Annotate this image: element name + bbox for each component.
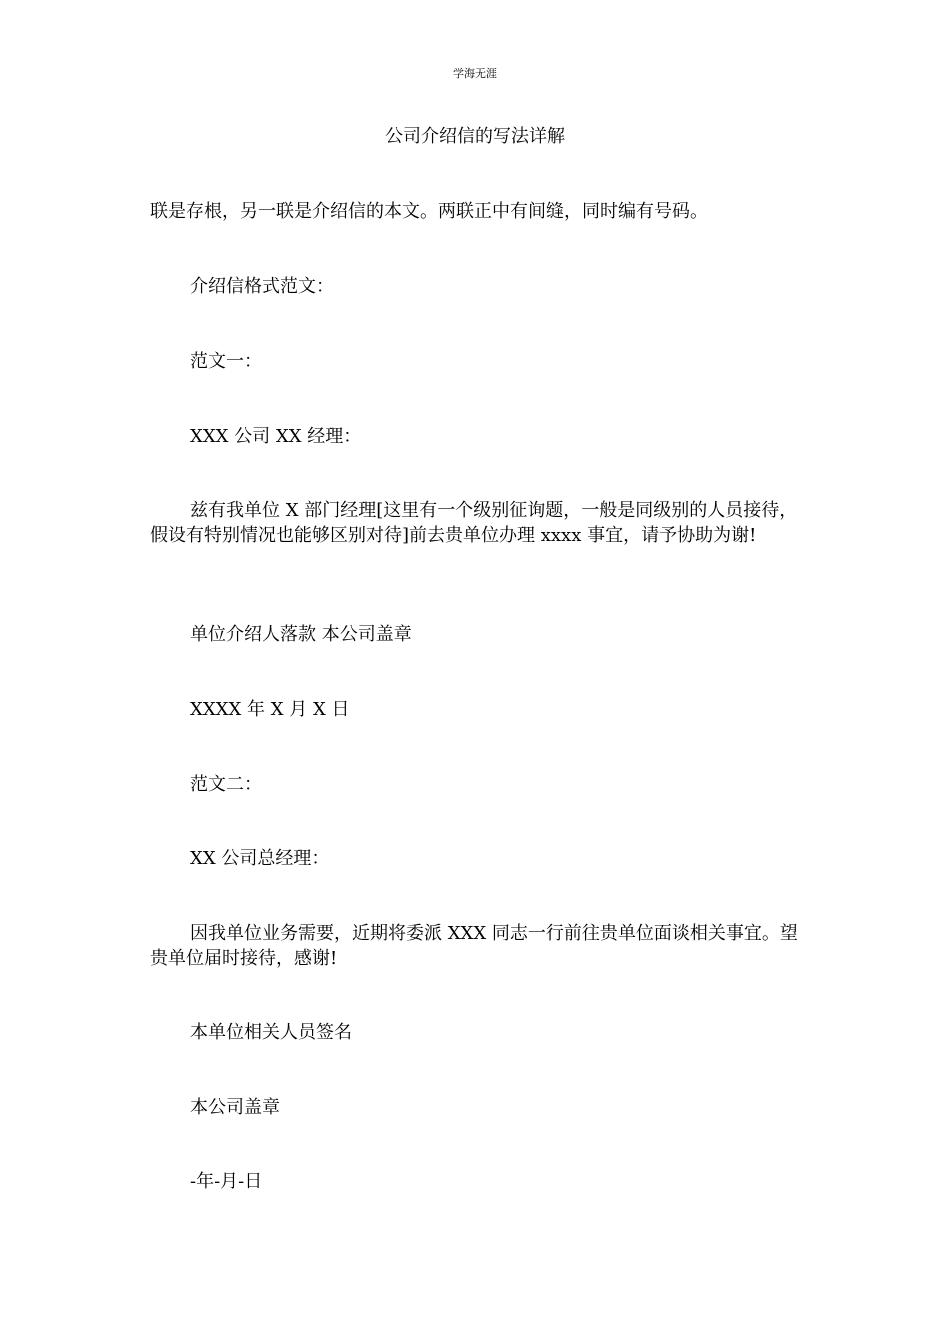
paragraph-sample-two-body: 因我单位业务需要，近期将委派 XXX 同志一行前往贵单位面谈相关事宜。望贵单位届时接待，感谢! [150, 923, 798, 969]
paragraph-sample-one-body: 兹有我单位 X 部门经理[这里有一个级别征询题，一般是同级别的人员接待，假设有特别情况也能够区别对待]前去贵单位办理 xxxx 事宜，请予协助为谢! [150, 500, 798, 546]
paragraph-format-heading: 介绍信格式范文： [190, 276, 334, 297]
paragraph-sample-two-heading: 范文二： [190, 774, 262, 795]
paragraph-sample-one-salutation: XXX 公司 XX 经理： [190, 426, 362, 447]
page-header: 学海无涯 [453, 67, 497, 80]
paragraph-sample-two-date: -年-月-日 [190, 1171, 263, 1192]
paragraph-sample-one-date: XXXX 年 X 月 X 日 [190, 699, 350, 720]
paragraph-sample-two-signature: 本单位相关人员签名 [190, 1022, 352, 1043]
paragraph-sample-one-heading: 范文一： [190, 351, 262, 372]
paragraph-sample-two-seal: 本公司盖章 [190, 1097, 280, 1118]
paragraph-sample-one-signature: 单位介绍人落款 本公司盖章 [190, 624, 412, 645]
paragraph-sample-two-salutation: XX 公司总经理： [190, 848, 330, 869]
paragraph-intro: 联是存根，另一联是介绍信的本文。两联正中有间缝，同时编有号码。 [150, 201, 708, 222]
document-title: 公司介绍信的写法详解 [385, 126, 565, 147]
